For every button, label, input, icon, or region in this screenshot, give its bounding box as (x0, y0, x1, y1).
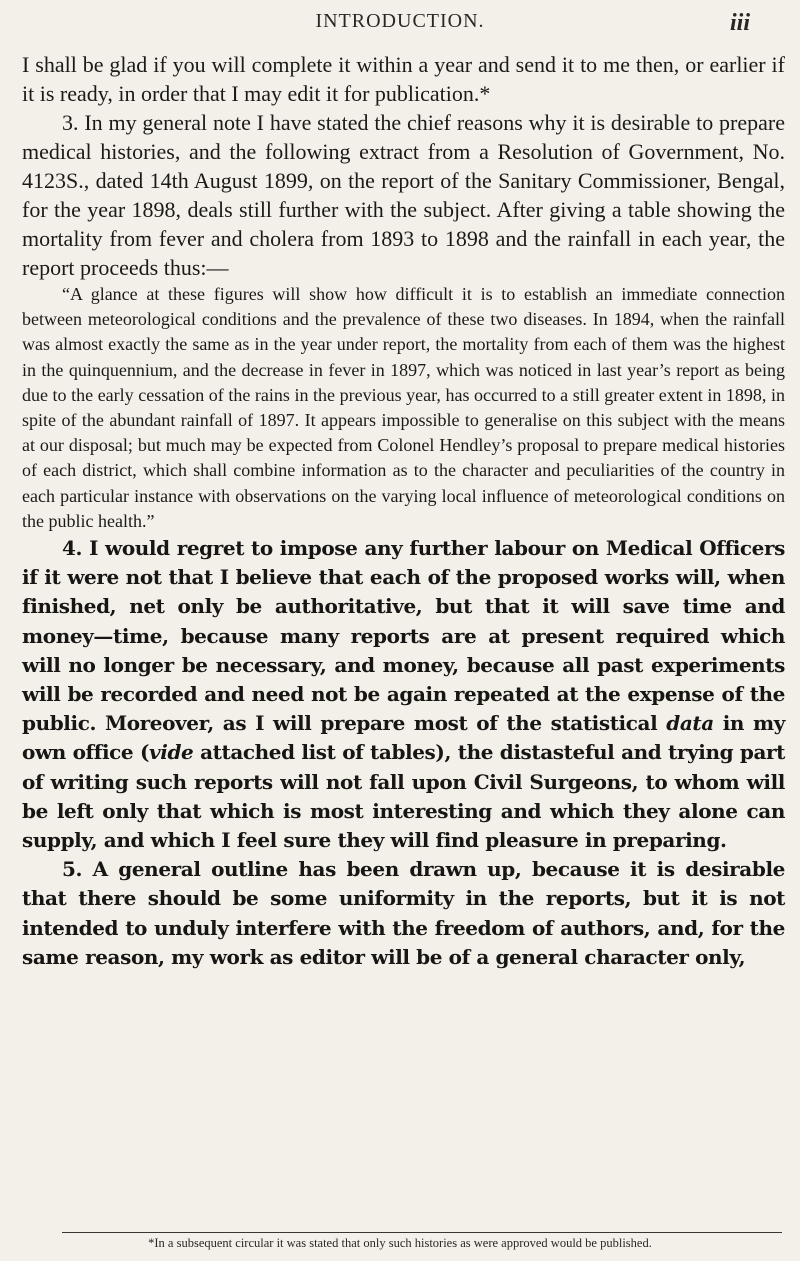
paragraph-4-data-word: data (666, 711, 714, 736)
running-head (0, 10, 800, 44)
block-quote-text: “A glance at these figures will show how difficult it is to establish an immediate connection between meteorological conditions and the prevalence of these two diseases. In 1894, when the rainfall was almost exactly the same as in the year under report, the mortality from each of them was the highest in the quinquennium, and the decrease in fever in 1897, which was noticed in last year’s report as being due to the early cessation of the rains in the previous year, has occurred to a still greater extent in 1898, in spite of the abundant rainfall of 1897. It appears impossible to generalise on this subject with the means at our disposal; but much may be expected from Colonel Hendley’s proposal to prepare medical histories of each district, which shall combine information as to the character and peculiarities of the country in each particular instance with observations on the varying local influence of meteorological conditions on the public health.” (22, 284, 785, 531)
paragraph-5 (22, 855, 785, 972)
paragraph-5-text: A general outline has been drawn up, because it is desirable that there should be some uniformity in the reports, but it is not intended to unduly interfere with the freedom of authors, and, for the same reason, my work as editor will be of a general character only, (22, 857, 785, 969)
paragraph-4-number: 4. (62, 536, 83, 561)
paragraph-4-text-a: I would regret to impose any further labour on Medical Officers if it were not that I believe that each of the proposed works will, when finished, net only be authoritative, but that it will save time and money—time, because many reports are at present required which will no longer be necessary, and money, because all past experiments will be recorded and need not be again repeated at the expense of the public. Moreover, as I will prepare most of the statistical (22, 536, 785, 736)
body-text (22, 50, 785, 972)
paragraph-4 (22, 534, 785, 855)
paragraph-3 (22, 108, 785, 282)
paragraph-3-text: In my general note I have stated the chief reasons why it is desirable to prepare medical histories, and the following extract from a Resolution of Government, No. 4123S., dated 14th August 1899, on the report of the Sanitary Commissioner, Bengal, for the year 1898, deals still further with the subject. After giving a table showing the mortality from fever and cholera from 1893 to 1898 and the rainfall in each year, the report proceeds thus:— (22, 110, 785, 280)
paragraph-4-text-b: in my own office ( (22, 711, 785, 765)
paragraph-3-number: 3. (62, 110, 79, 135)
footnote-divider (62, 1232, 782, 1233)
paragraph-continued-text: I shall be glad if you will complete it within a year and send it to me then, or earlier if it is ready, in order that I may edit it for publication.* (22, 52, 785, 106)
footnote: *In a subsequent circular it was stated that only such histories as were approved would be published. (148, 1236, 652, 1250)
paragraph-4-text-c: attached list of tables), the distasteful and trying part of writing such reports will not fall upon Civil Surgeons, to whom will be left only that which is most interesting and which they alone can supply, and which I feel sure they will find pleasure in preparing. (22, 740, 785, 853)
paragraph-4-vide-word: vide (149, 740, 194, 765)
paragraph-5-number: 5. (62, 857, 83, 882)
running-title: INTRODUCTION. (315, 10, 485, 32)
page-number: iii (729, 10, 750, 36)
block-quote (22, 282, 785, 534)
paragraph-continued (22, 50, 785, 108)
